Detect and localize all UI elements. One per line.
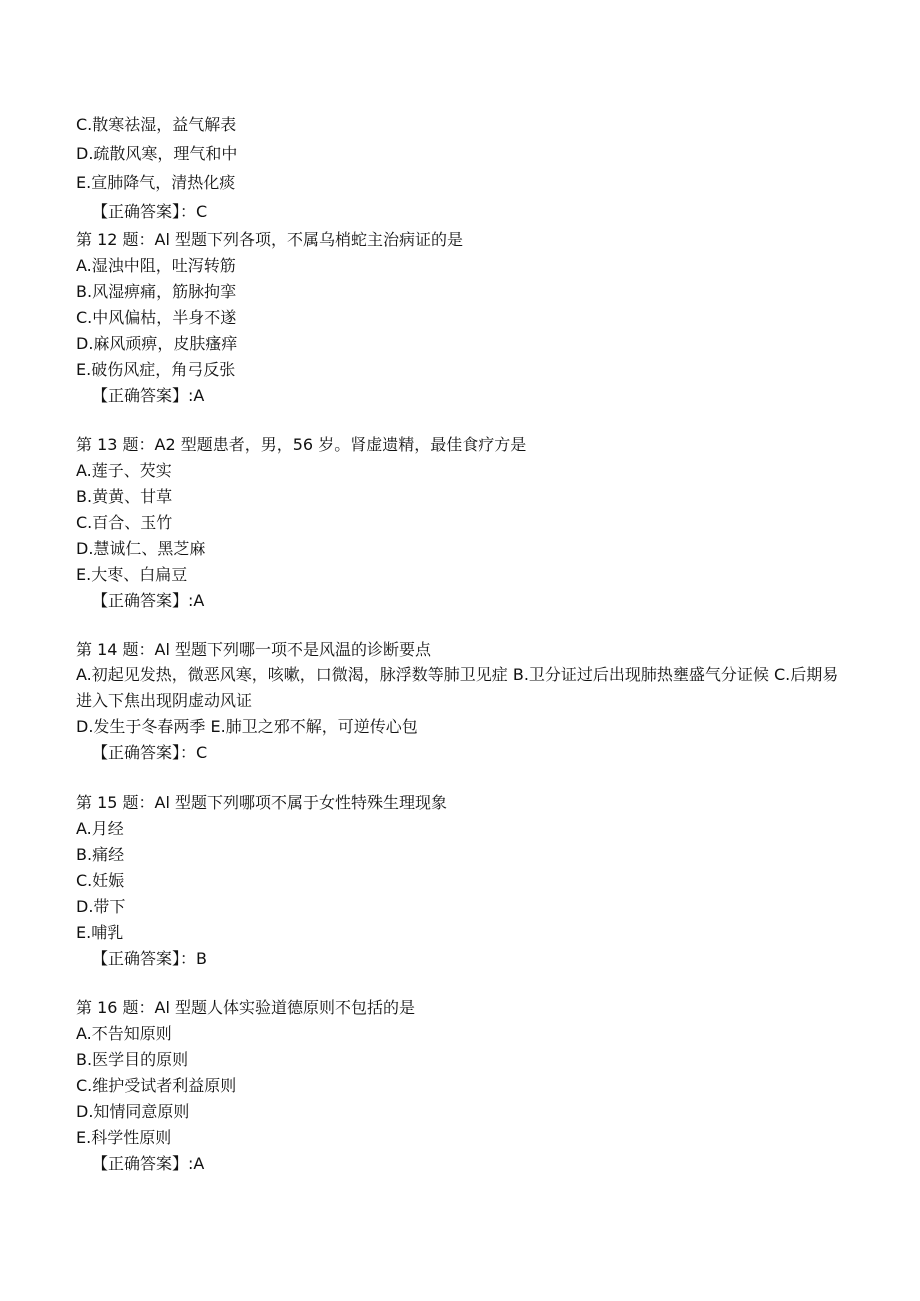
option-line: E.大枣、白扁豆 <box>76 565 188 584</box>
option-line: A.月经 <box>76 819 124 838</box>
question-stem: 第 15 题：Al 型题下列哪项不属于女性特殊生理现象 <box>76 793 448 812</box>
question-stem: 第 12 题：Al 型题下列各项，不属乌梢蛇主治病证的是 <box>76 230 464 249</box>
option-line: E.哺乳 <box>76 923 124 942</box>
option-line: D.麻风顽痹，皮肤瘙痒 <box>76 334 238 353</box>
option-line: C.百合、玉竹 <box>76 513 173 532</box>
option-line: D.慧诚仁、黑芝麻 <box>76 539 206 558</box>
answer-line: 【正确答案】:A <box>92 591 205 610</box>
answer-line: 【正确答案】:A <box>92 1154 205 1173</box>
option-line: E.宣肺降气，清热化痰 <box>76 173 236 192</box>
option-line: D.带下 <box>76 897 126 916</box>
question-stem: 第 14 题：Al 型题下列哪一项不是风温的诊断要点 <box>76 640 432 659</box>
option-line: B.风湿痹痛，筋脉拘挛 <box>76 282 237 301</box>
option-line: C.中风偏枯，半身不遂 <box>76 308 237 327</box>
question-stem: 第 13 题：A2 型题患者，男，56 岁。肾虚遗精，最佳食疗方是 <box>76 435 527 454</box>
answer-line: 【正确答案】:A <box>92 386 205 405</box>
option-line: C.散寒祛湿，益气解表 <box>76 115 237 134</box>
option-line: D.发生于冬春两季 E.肺卫之邪不解，可逆传心包 <box>76 717 418 736</box>
option-line: E.科学性原则 <box>76 1128 172 1147</box>
option-line: B.黄黄、甘草 <box>76 487 173 506</box>
option-line: A.不告知原则 <box>76 1024 172 1043</box>
option-paragraph: A.初起见发热，微恶风寒，咳嗽，口微渴，脉浮数等肺卫见症 B.卫分证过后出现肺热壅盛气分证候 C.后期易进入下焦出现阴虚动风证 <box>76 665 839 710</box>
question-stem: 第 16 题：Al 型题人体实验道德原则不包括的是 <box>76 998 416 1017</box>
option-line: D.疏散风寒，理气和中 <box>76 144 238 163</box>
option-line: E.破伤风症，角弓反张 <box>76 360 236 379</box>
option-line: A.莲子、芡实 <box>76 461 172 480</box>
option-line: A.湿浊中阻，吐泻转筋 <box>76 256 236 275</box>
option-line: C.妊娠 <box>76 871 125 890</box>
option-line: D.知情同意原则 <box>76 1102 190 1121</box>
answer-line: 【正确答案】：C <box>92 202 208 221</box>
answer-line: 【正确答案】：C <box>92 743 208 762</box>
option-line: B.痛经 <box>76 845 125 864</box>
option-line: B.医学目的原则 <box>76 1050 189 1069</box>
answer-line: 【正确答案】：B <box>92 949 207 968</box>
option-line: C.维护受试者利益原则 <box>76 1076 237 1095</box>
